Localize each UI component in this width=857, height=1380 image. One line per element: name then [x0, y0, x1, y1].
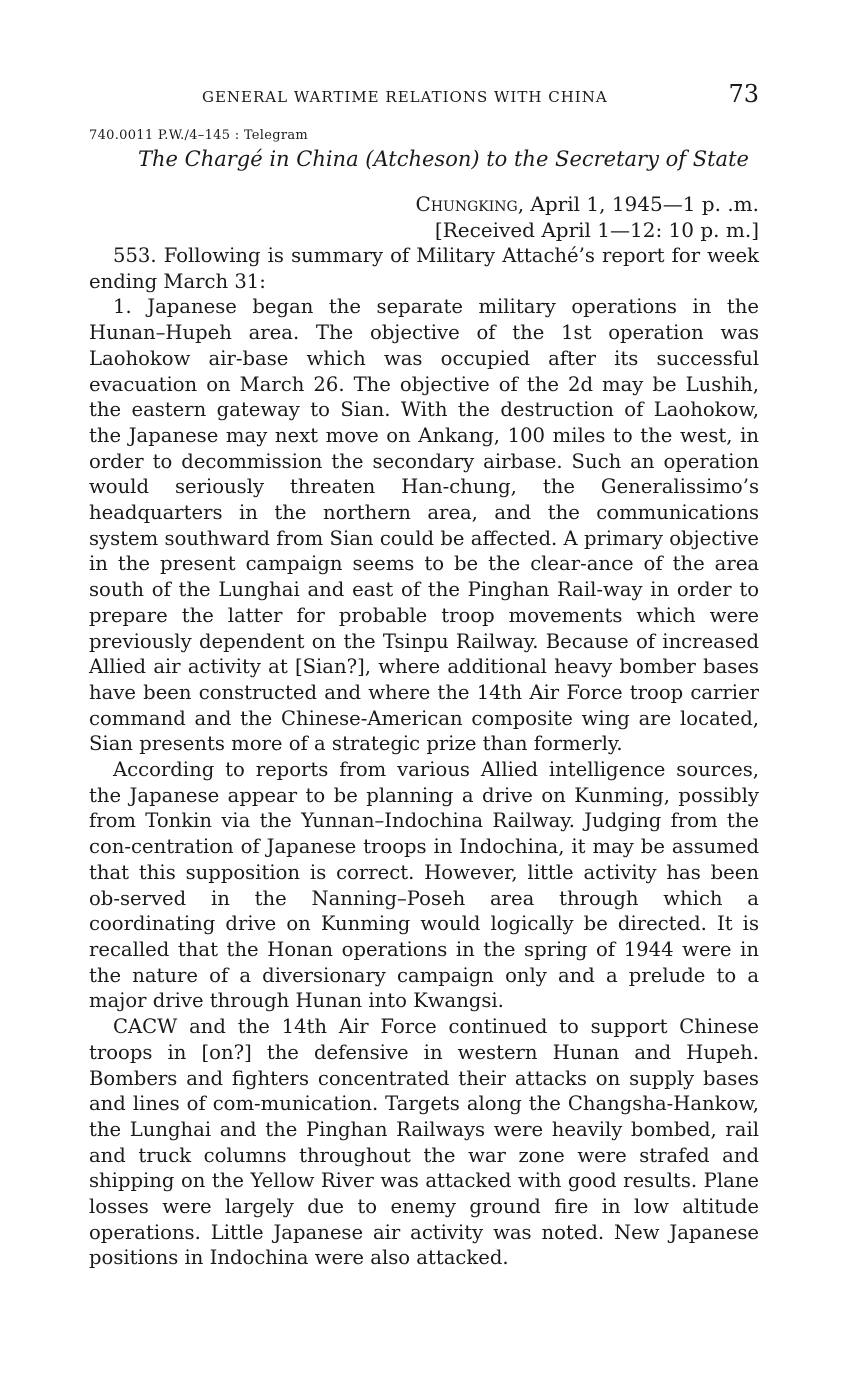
- running-title: GENERAL WARTIME RELATIONS WITH CHINA: [202, 88, 608, 106]
- dateline-sent: [89, 191, 759, 217]
- file-reference: 740.0011 P.W./4–145 : Telegram: [89, 128, 309, 143]
- page-number: 73: [728, 80, 759, 108]
- document-title: The Chargé in China (Atcheson) to the Secretary of State: [138, 147, 749, 171]
- running-header: [89, 78, 759, 112]
- paragraph: According to reports from various Allied intelligence sources, the Japanese appear to be planning a drive on Kunming, possibly from Tonkin via the Yunnan–Indochina Railway. Judging from the con-centration of Japanese troops in Indochina, it may be assumed that this supposition is correct. However, little activity has been ob-served in the Nanning–Poseh area through which a coordinating drive on Kunming would logically be directed. It is recalled that the Honan operations in the spring of 1944 were in the nature of a diversionary campaign only and a prelude to a major drive through Hunan into Kwangsi.: [89, 758, 759, 1013]
- dateline-received: [Received April 1—12: 10 p. m.]: [434, 218, 759, 242]
- dateline-date: , April 1, 1945—1 p. .m.: [517, 192, 759, 216]
- dateline-place: Chungking: [415, 192, 518, 216]
- dateline: [89, 191, 759, 243]
- paragraph: CACW and the 14th Air Force continued to support Chinese troops in [on?] the defensive in western Hunan and Hupeh. Bombers and fighters concentrated their attacks on supply bases and lines of com-munication. Targets along the Changsha-Hankow, the Lunghai and the Pinghan Railways were heavily bombed, rail and truck columns throughout the war zone were strafed and shipping on the Yellow River was attacked with good results. Plane losses were largely due to enemy ground fire in low altitude operations. Little Japanese air activity was noted. New Japanese positions in Indochina were also attacked.: [89, 1015, 759, 1270]
- paragraph: 1. Japanese began the separate military operations in the Hunan–Hupeh area. The objective of the 1st operation was Laohokow air-base which was occupied after its successful evacuation on March 26. The objective of the 2d may be Lushih, the eastern gateway to Sian. With the destruction of Laohokow, the Japanese may next move on Ankang, 100 miles to the west, in order to decommission the secondary airbase. Such an operation would seriously threaten Han-chung, the Generalissimo’s headquarters in the northern area, and the communications system southward from Sian could be affected. A primary objective in the present campaign seems to be the clear-ance of the area south of the Lunghai and east of the Pinghan Rail-way in order to prepare the latter for probable troop movements which were previously dependent on the Tsinpu Railway. Because of increased Allied air activity at [Sian?], where additional heavy bomber bases have been constructed and where the 14th Air Force troop carrier command and the Chinese-American composite wing are located, Sian presents more of a strategic prize than formerly.: [89, 295, 759, 756]
- paragraph: 553. Following is summary of Military Attaché’s report for week ending March 31:: [89, 244, 759, 293]
- body-text: [89, 243, 759, 1271]
- document-page: [89, 78, 759, 1271]
